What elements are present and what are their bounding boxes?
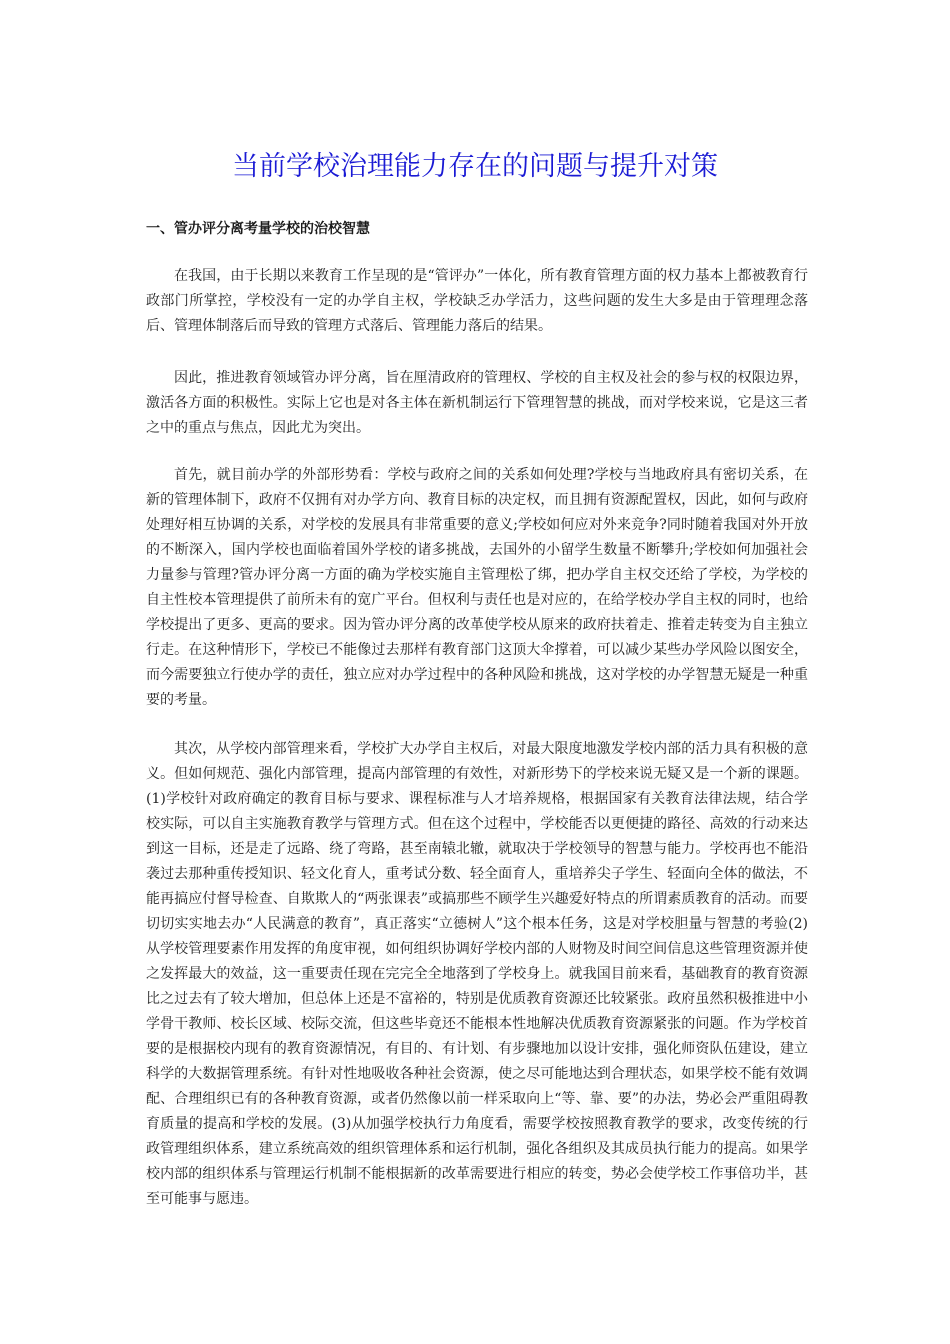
body-paragraph: 首先，就目前办学的外部形势看：学校与政府之间的关系如何处理?学校与当地政府具有密切关系，在新的管理体制下，政府不仅拥有对办学方向、教育目标的决定权，而且拥有资源配置权，因此，如何与政府处理好相互协调的关系，对学校的发展具有非常重要的意义;学校如何应对外来竞争?同时随着我国对外开放的不断深入，国内学校也面临着国外学校的诸多挑战，去国外的小留学生数量不断攀升;学校如何加强社会力量参与管理?管办评分离一方面的确为学校实施自主管理松了绑，把办学自主权交还给了学校，为学校的自主性校本管理提供了前所未有的宽广平台。但权利与责任也是对应的，在给学校办学自主权的同时，也给学校提出了更多、更高的要求。因为管办评分离的改革使学校从原来的政府扶着走、推着走转变为自主独立行走。在这种情形下，学校已不能像过去那样有教育部门这顶大伞撑着，可以减少某些办学风险以图安全，而今需要独立行使办学的责任，独立应对办学过程中的各种风险和挑战，这对学校的办学智慧无疑是一种重要的考量。 <box>146 467 808 708</box>
body-paragraph: 在我国，由于长期以来教育工作呈现的是“管评办”一体化，所有教育管理方面的权力基本上都被教育行政部门所掌控，学校没有一定的办学自主权，学校缺乏办学活力，这些问题的发生大多是由于管理理念落后、管理体制落后而导致的管理方式落后、管理能力落后的结果。 <box>146 268 808 334</box>
body-paragraph: 因此，推进教育领域管办评分离，旨在厘清政府的管理权、学校的自主权及社会的参与权的权限边界，激活各方面的积极性。实际上它也是对各主体在新机制运行下管理智慧的挑战，而对学校来说，它是这三者之中的重点与焦点，因此尤为突出。 <box>146 370 808 436</box>
body-paragraph: 其次，从学校内部管理来看，学校扩大办学自主权后，对最大限度地激发学校内部的活力具有积极的意义。但如何规范、强化内部管理，提高内部管理的有效性，对新形势下的学校来说无疑又是一个新的课题。(1)学校针对政府确定的教育目标与要求、课程标准与人才培养规格，根据国家有关教育法律法规，结合学校实际，可以自主实施教育教学与管理方式。但在这个过程中，学校能否以更便捷的路径、高效的行动来达到这一目标，还是走了远路、绕了弯路，甚至南辕北辙，就取决于学校领导的智慧与能力。学校再也不能沿袭过去那种重传授知识、轻文化育人，重考试分数、轻全面育人，重培养尖子学生、轻面向全体的做法，不能再搞应付督导检查、自欺欺人的“两张课表”或搞那些不顾学生兴趣爱好特点的所谓素质教育的活动。而要切切实实地去办“人民满意的教育”，真正落实“立德树人”这个根本任务，这是对学校胆量与智慧的考验(2)从学校管理要素作用发挥的角度审视，如何组织协调好学校内部的人财物及时间空间信息这些管理资源并使之发挥最大的效益，这一重要责任现在完完全全地落到了学校身上。就我国目前来看，基础教育的教育资源比之过去有了较大增加，但总体上还是不富裕的，特别是优质教育资源还比较紧张。政府虽然积极推进中小学骨干教师、校长区域、校际交流，但这些毕竟还不能根本性地解决优质教育资源紧张的问题。作为学校首要的是根据校内现有的教育资源情况，有目的、有计划、有步骤地加以设计安排，强化师资队伍建设，建立科学的大数据管理系统。有针对性地吸收各种社会资源，使之尽可能地达到合理状态，如果学校不能有效调配、合理组织已有的各种教育资源，或者仍然像以前一样采取向上“等、靠、要”的办法，势必会严重阻碍教育质量的提高和学校的发展。(3)从加强学校执行力角度看，需要学校按照教育教学的要求，改变传统的行政管理组织体系，建立系统高效的组织管理体系和运行机制，强化各组织及其成员执行能力的提高。如果学校内部的组织体系与管理运行机制不能根据新的改革需要进行相应的转变，势必会使学校工作事倍功半，甚至可能事与愿违。 <box>146 741 808 1207</box>
section-heading: 一、管办评分离考量学校的治校智慧 <box>146 221 370 237</box>
document-title: 当前学校治理能力存在的问题与提升对策 <box>232 151 718 182</box>
